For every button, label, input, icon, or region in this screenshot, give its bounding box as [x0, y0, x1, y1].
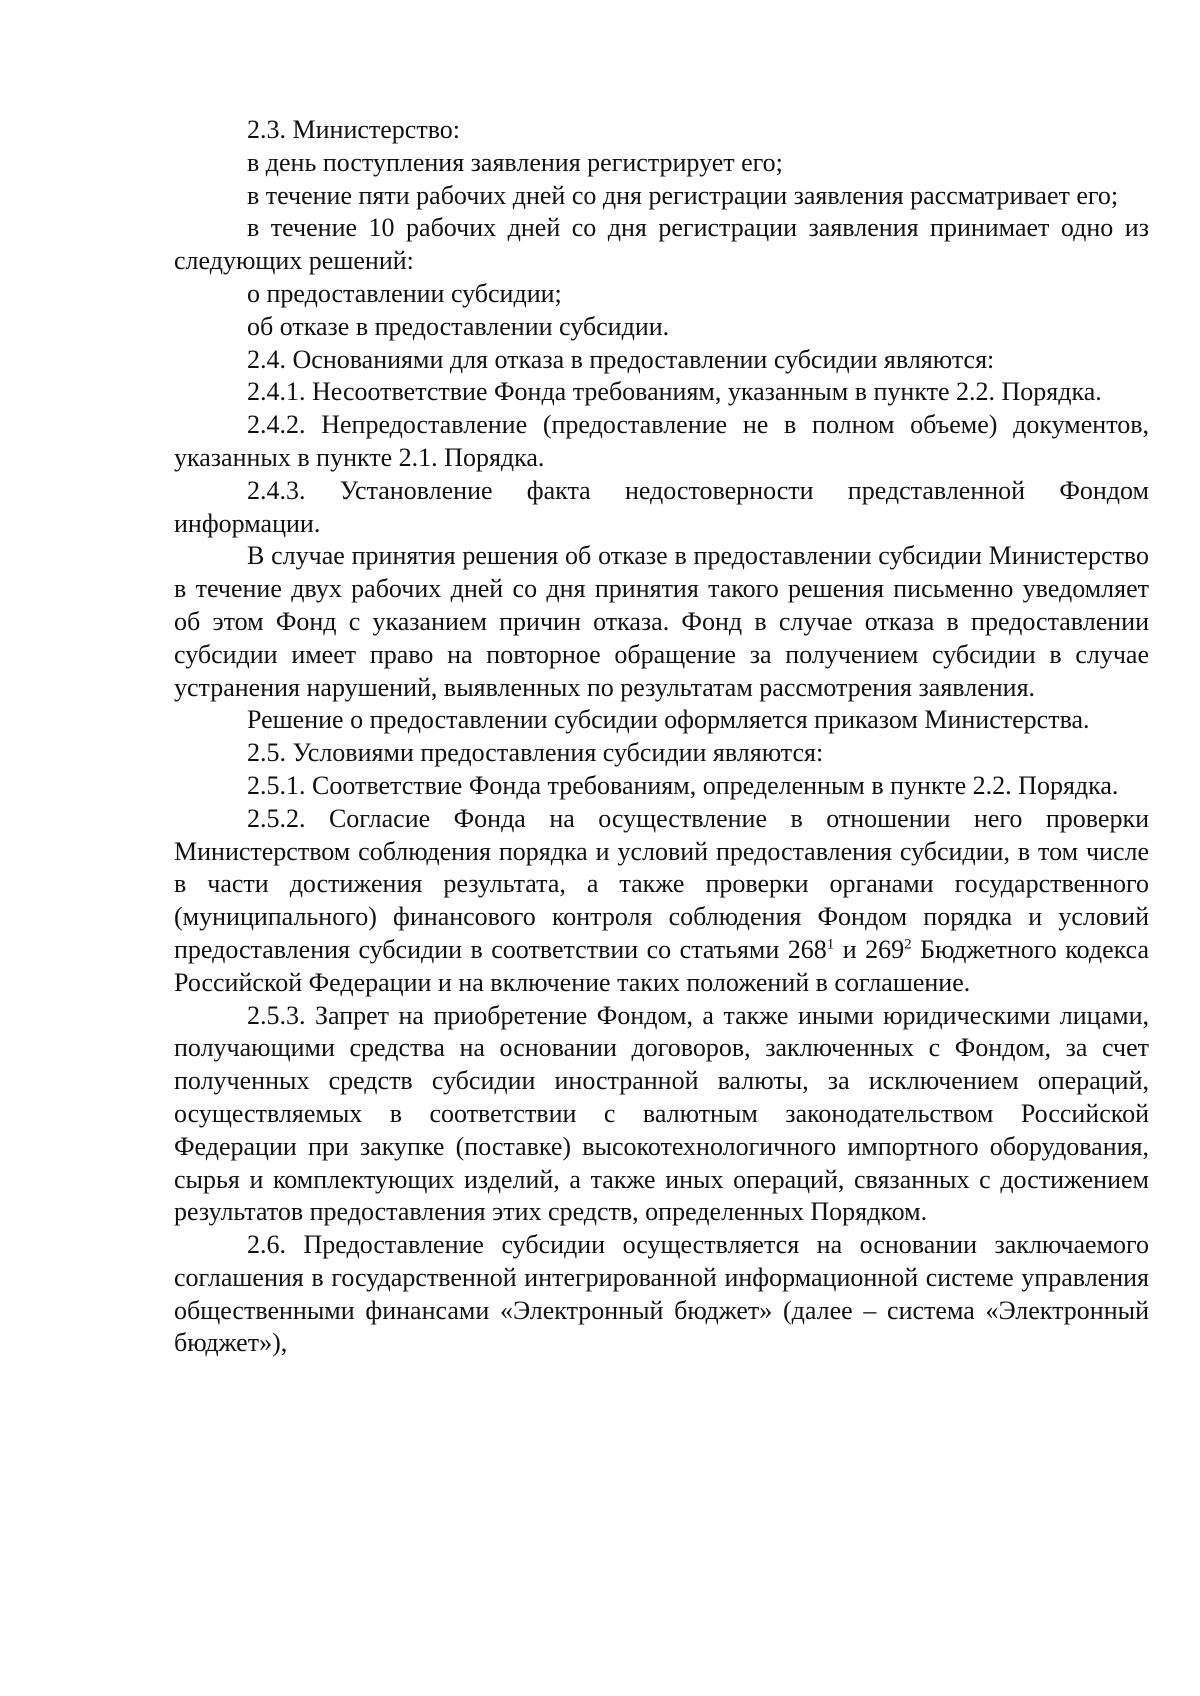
- superscript: 2: [904, 936, 912, 953]
- paragraph: в день поступления заявления регистрирует его;: [247, 147, 783, 177]
- paragraph-2-5-2: [174, 803, 1149, 1000]
- paragraph: в течение пяти рабочих дней со дня регистрации заявления рассматривает его;: [247, 180, 1119, 210]
- paragraph: 2.3. Министерство:: [247, 115, 461, 144]
- paragraph-text: Бюджетного кодекса Российской Федерации и на включение таких положений в соглашение.: [174, 934, 1149, 997]
- paragraph: об отказе в предоставлении субсидии.: [247, 311, 670, 341]
- paragraph: 2.5. Условиями предоставления субсидии являются:: [247, 738, 824, 768]
- paragraph: 2.5.1. Соответствие Фонда требованиям, определенным в пункте 2.2. Порядка.: [247, 770, 1119, 800]
- paragraph-text: 2.5.2. Согласие Фонда на осуществление в отношении него проверки Министерством соблюдения порядка и условий предоставления субсидии, в том числе в части достижения результата, а также проверки органами государственного (муниципального) финансового контроля соблюдения Фондом порядка и условий предоставления субсидии в соответствии со статьями 268: [174, 803, 1149, 964]
- paragraph: В случае принятия решения об отказе в предоставлении субсидии Министерство в течение двух рабочих дней со дня принятия такого решения письменно уведомляет об этом Фонд с указанием причин отказа. Фонд в случае отказа в предоставлении субсидии имеет право на повторное обращение за получением субсидии в случае устранения нарушений, выявленных по результатам рассмотрения заявления.: [174, 541, 1149, 702]
- paragraph: в течение 10 рабочих дней со дня регистрации заявления принимает одно из следующих решений:: [174, 213, 1149, 276]
- paragraph: о предоставлении субсидии;: [247, 278, 562, 308]
- paragraph: 2.4.3. Установление факта недостоверности представленной Фондом информации.: [174, 475, 1149, 538]
- superscript: 1: [826, 936, 835, 953]
- document-page: [174, 114, 1149, 1360]
- paragraph: 2.4. Основаниями для отказа в предоставлении субсидии являются:: [247, 344, 995, 374]
- paragraph-2-6: 2.6. Предоставление субсидии осуществляется на основании заключаемого соглашения в государственной интегрированной информационной системе управления общественными финансами «Электронный бюджет» (далее – система «Электронный бюджет»),: [174, 1230, 1149, 1358]
- paragraph: Решение о предоставлении субсидии оформляется приказом Министерства.: [247, 705, 1090, 735]
- paragraph-text: и 269: [834, 934, 905, 964]
- paragraph-2-5-3: 2.5.3. Запрет на приобретение Фондом, а также иными юридическими лицами, получающими средства на основании договоров, заключенных с Фондом, за счет полученных средств субсидии иностранной валюты, за исключением операций, осуществляемых в соответствии с валютным законодательством Российской Федерации при закупке (поставке) высокотехнологичного импортного оборудования, сырья и комплектующих изделий, а также иных операций, связанных с достижением результатов предоставления этих средств, определенных Порядком.: [174, 1000, 1149, 1227]
- paragraph: 2.4.2. Непредоставление (предоставление не в полном объеме) документов, указанных в пункте 2.1. Порядка.: [174, 410, 1149, 472]
- paragraph: 2.4.1. Несоответствие Фонда требованиям, указанным в пункте 2.2. Порядка.: [247, 377, 1102, 407]
